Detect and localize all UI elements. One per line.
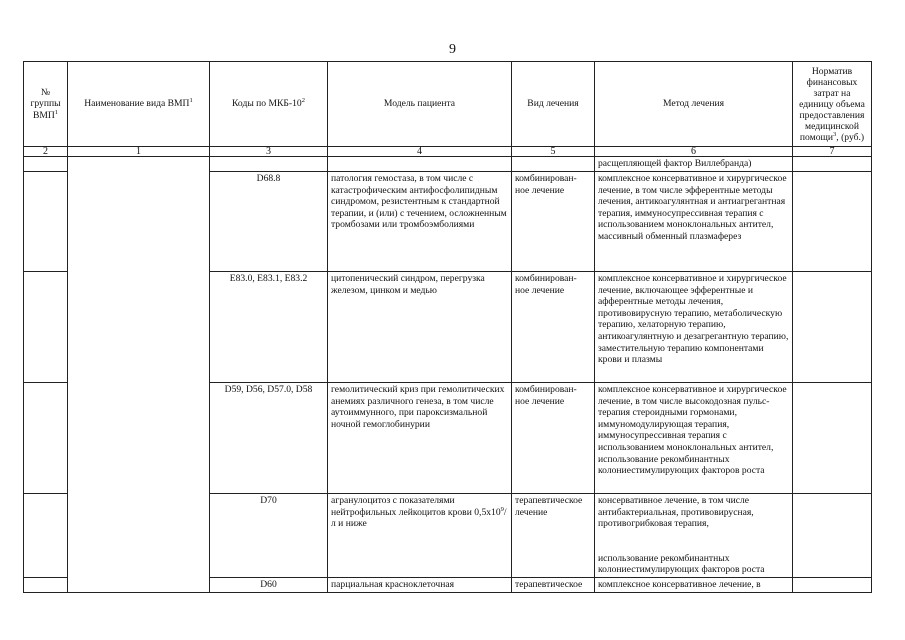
header-model: Модель пациента: [328, 62, 512, 147]
group-cell: [24, 494, 68, 578]
header-row: [24, 62, 872, 147]
column-number: 4: [328, 147, 512, 157]
type-cell: терапевтическое лечение: [512, 494, 595, 578]
column-number: 2: [24, 147, 68, 157]
model-cell: гемолитический криз при гемолитических анемиях различного генеза, в том числе аутоиммунного, при пароксизмальной ночной гемоглобинурии: [328, 383, 512, 494]
method-cell: комплексное консервативное и хирургическое лечение, в том числе высокодозная пульс-терапия стероидными гормонами, иммуномодулирующая терапия, иммуносупрессивная терапия с использованием моноклональных антител, использование рекомбинантных колониестимулирующих факторов роста: [595, 383, 793, 494]
norm-cell: [793, 172, 872, 272]
column-number: 1: [68, 147, 210, 157]
code-cell: [210, 157, 328, 172]
header-norm: Норматив финансовых затрат на единицу объема предоставления медицинской помощи$^3$, (руб.): [793, 62, 872, 147]
group-cell: [24, 577, 68, 592]
type-cell: [512, 157, 595, 172]
column-number: 6: [595, 147, 793, 157]
code-cell: E83.0, E83.1, E83.2: [210, 272, 328, 383]
norm-cell: [793, 157, 872, 172]
column-number: 3: [210, 147, 328, 157]
header-method: Метод лечения: [595, 62, 793, 147]
code-cell: D59, D56, D57.0, D58: [210, 383, 328, 494]
column-number-row: [24, 147, 872, 157]
code-cell: D60: [210, 577, 328, 592]
norm-cell: [793, 577, 872, 592]
norm-cell: [793, 272, 872, 383]
name-cell: [68, 157, 210, 593]
vmp-table: [23, 61, 872, 593]
group-cell: [24, 157, 68, 172]
method-cell: комплексное консервативное и хирургическое лечение, в том числе эфферентные методы лечения, антикоагулянтная и антиагрегантная терапия, иммуносупрессивная терапия с использованием моноклональных антител, массивный обменный плазмаферез: [595, 172, 793, 272]
code-cell: D70: [210, 494, 328, 578]
type-cell: комбинирован-ное лечение: [512, 383, 595, 494]
model-cell: [328, 157, 512, 172]
type-cell: комбинирован-ное лечение: [512, 172, 595, 272]
model-cell: патология гемостаза, в том числе с катастрофическим антифосфолипидным синдромом, резистентным к стандартной терапии, и (или) с течением, осложненным тромбозами или тромбоэмболиями: [328, 172, 512, 272]
table-row: [24, 157, 872, 172]
type-cell: комбинирован-ное лечение: [512, 272, 595, 383]
header-name: Наименование вида ВМП$^1$: [68, 62, 210, 147]
column-number: 7: [793, 147, 872, 157]
column-number: 5: [512, 147, 595, 157]
group-cell: [24, 383, 68, 494]
norm-cell: [793, 494, 872, 578]
header-group: № группы ВМП$^1$: [24, 62, 68, 147]
method-cell: комплексное консервативное лечение, в: [595, 577, 793, 592]
page-number: 9: [449, 42, 456, 57]
method-cell: комплексное консервативное и хирургическое лечение, включающее эфферентные и афферентные методы лечения, противовирусную терапию, метаболическую терапию, хелаторную терапию, антикоагулянтную и дезагрегантную терапию, заместительную терапию компонентами крови и плазмы: [595, 272, 793, 383]
model-cell: парциальная красноклеточная: [328, 577, 512, 592]
model-cell: цитопенический синдром, перегрузка железом, цинком и медью: [328, 272, 512, 383]
group-cell: [24, 172, 68, 272]
norm-cell: [793, 383, 872, 494]
method-cell: консервативное лечение, в том числе антибактериальная, противовирусная, противогрибковая терапия, использование рекомбинантных колониестимулирующих факторов роста: [595, 494, 793, 578]
header-codes: Коды по МКБ-$10^2$: [210, 62, 328, 147]
header-type: Вид лечения: [512, 62, 595, 147]
type-cell: терапевтическое: [512, 577, 595, 592]
code-cell: D68.8: [210, 172, 328, 272]
group-cell: [24, 272, 68, 383]
model-cell: агранулоцитоз с показателями нейтрофильных лейкоцитов крови $0,5x10^9/л$ и ниже: [328, 494, 512, 578]
method-cell: расщепляющей фактор Виллебранда): [595, 157, 793, 172]
